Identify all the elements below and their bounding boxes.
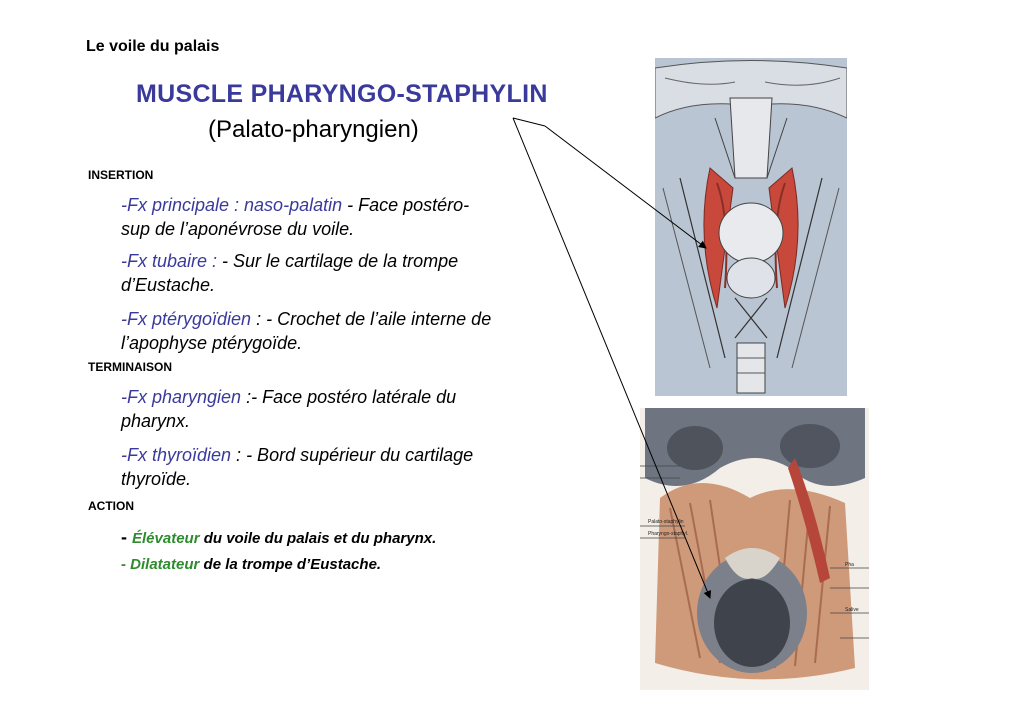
- action-item-key: Élévateur: [132, 530, 200, 547]
- terminaison-item-sep: :: [231, 445, 247, 465]
- terminaison-item-key: -Fx pharyngien: [121, 387, 242, 407]
- insertion-item-text: - Crochet de l’aile interne de: [266, 309, 492, 329]
- insertion-item-key: -Fx tubaire: [121, 251, 208, 271]
- page-subtitle: (Palato-pharyngien): [208, 116, 419, 143]
- section-label: Le voile du palais: [86, 38, 220, 55]
- insertion-item-text: - Sur le cartilage de la trompe: [222, 251, 459, 271]
- insertion-item-sep: :: [207, 251, 223, 271]
- insertion-item-text-cont: sup de l’aponévrose du voile.: [121, 219, 355, 239]
- figure-label: Salive: [845, 607, 859, 613]
- insertion-heading: INSERTION: [88, 168, 154, 182]
- action-item-dash: -: [121, 527, 132, 547]
- page-title: MUSCLE PHARYNGO-STAPHYLIN: [136, 80, 548, 108]
- terminaison-heading: TERMINAISON: [88, 360, 172, 374]
- arrow-to-photo: [513, 118, 710, 598]
- insertion-item-text: - Face postéro-: [342, 195, 470, 215]
- action-heading: ACTION: [88, 499, 134, 513]
- figure-label: Palato-staphylin: [648, 519, 684, 525]
- figure-label: Pha: [845, 562, 854, 568]
- terminaison-item-text: - Face postéro latérale du: [251, 387, 457, 407]
- insertion-item-text-cont: l’apophyse ptérygoïde.: [121, 333, 303, 353]
- insertion-item-text-cont: d’Eustache.: [121, 275, 216, 295]
- terminaison-item-text: - Bord supérieur du cartilage: [246, 445, 474, 465]
- terminaison-item-text-cont: thyroïde.: [121, 469, 192, 489]
- action-item-text: du voile du palais et du pharynx.: [199, 530, 437, 547]
- terminaison-item-text-cont: pharynx.: [121, 411, 191, 431]
- terminaison-item-key: -Fx thyroïdien: [121, 445, 232, 465]
- action-item-dash: -: [121, 556, 131, 573]
- figure-label: Pharyngo-staphyl.: [648, 531, 689, 537]
- action-item-key: Dilatateur: [130, 556, 200, 573]
- insertion-item-key: -Fx principale : naso-palatin: [121, 195, 343, 215]
- arrow-to-drawing: [545, 126, 706, 248]
- insertion-item-key: -Fx ptérygoïdien: [121, 309, 252, 329]
- insertion-item-sep: :: [251, 309, 267, 329]
- action-item-text: de la trompe d’Eustache.: [199, 556, 382, 573]
- terminaison-item-sep: :: [241, 387, 252, 407]
